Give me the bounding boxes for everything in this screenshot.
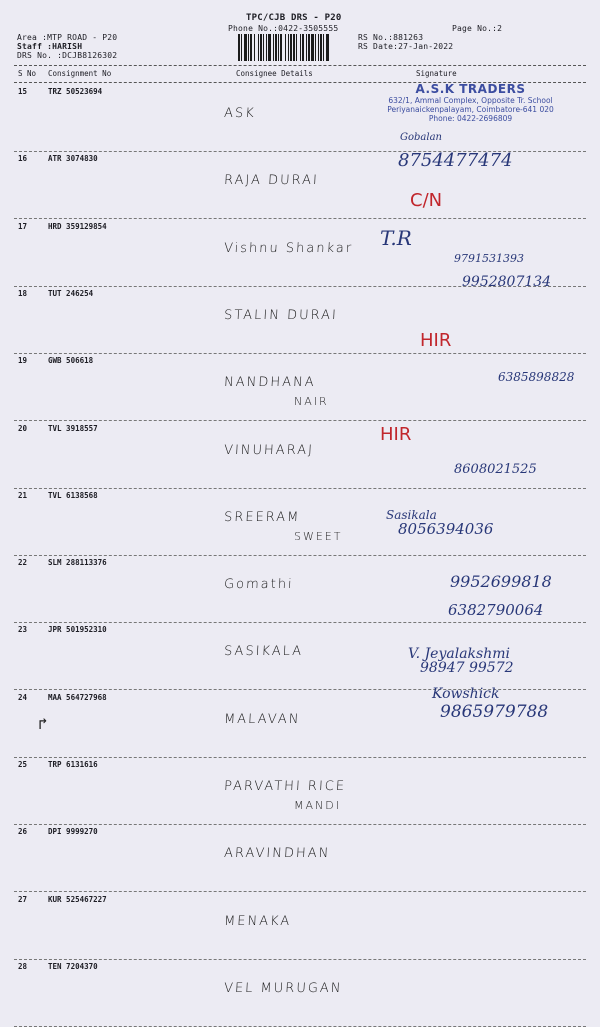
phone-number: Phone No.:0422-3505555 [228,24,339,33]
stamp-phone: Phone: 0422-2696809 [428,114,513,123]
recipient-phone-handwritten: 9791531393 [454,252,524,265]
consignee-name: PARVATHI RICE [223,779,347,794]
col-consignment: Consignment No [48,69,112,78]
row-serial-number: 19 [18,356,28,366]
row-serial-number: 16 [18,154,28,164]
consignment-number: SLM 288113376 [48,558,107,568]
consignment-number: MAA 564727968 [48,692,107,702]
row-serial-number: 21 [18,490,28,500]
rs-date: RS Date:27-Jan-2022 [358,42,454,51]
consignee-name: RAJA DURAI [223,173,320,189]
consignee-name: Gomathi [223,577,295,593]
recipient-phone-handwritten: 9865979788 [440,702,549,722]
row-serial-number: 15 [18,87,28,96]
consignee-name: VEL MURUGAN [223,980,343,996]
recipient-signature: C/N [410,190,443,211]
consignment-number: TEN 7204370 [48,961,98,971]
drs-number: DRS No. :DCJB8126302 [17,51,118,60]
consignment-number: TVL 6138568 [48,490,98,500]
consignment-number: KUR 525467227 [48,894,107,904]
consignee-name-line2: MANDI [294,799,341,812]
page-number: Page No.:2 [452,24,503,33]
recipient-phone-handwritten: 9952699818 [450,572,552,591]
row-serial-number: 25 [18,760,28,769]
recipient-phone-handwritten: 9952807134 [462,274,552,290]
consignee-name: NANDHANA [223,375,317,391]
row-serial-number: 23 [18,625,28,635]
recipient-signature: Kowshick [432,686,500,702]
row-serial-number: 20 [18,423,28,433]
consignment-number: JPR 501952310 [48,625,107,635]
sheet-title: TPC/CJB DRS - P20 [246,13,342,23]
consignment-number: TRP 6131616 [48,760,98,769]
consignee-name: MENAKA [223,913,292,929]
staff-label: Staff :HARISH [17,42,83,51]
consignment-number: TRZ 50523694 [48,87,103,96]
row-serial-number: 22 [18,558,28,568]
table-row [14,959,586,1027]
table-row [14,353,586,421]
consignment-number: TVL 3918557 [48,423,98,433]
recipient-signature: V. Jeyalakshmi [408,646,510,662]
consignee-name: MALAVAN [223,711,301,727]
pen-mark: ↱ [38,714,48,733]
recipient-signature: HIR [420,330,452,351]
row-serial-number: 24 [18,692,28,702]
row-serial-number: 26 [18,827,28,837]
stamp-company-name: A.S.K TRADERS [415,82,526,96]
recipient-signature: Sasikala [386,508,437,522]
recipient-signature: Gobalan [400,132,442,143]
recipient-phone-handwritten: 8608021525 [454,462,537,477]
consignment-number: ATR 3074830 [48,154,98,164]
consignee-name-line2: NAIR [294,395,329,409]
col-signature: Signature [416,69,457,78]
barcode-image [238,34,352,61]
row-serial-number: 18 [18,288,28,298]
recipient-phone-handwritten: 8754477474 [398,150,513,171]
consignee-name: STALIN DURAI [223,307,339,323]
consignee-name: ARAVINDHAN [223,846,331,862]
column-header [14,65,586,83]
col-consignee-details: Consignee Details [236,69,313,78]
table-row [14,286,586,354]
recipient-signature: T.R [380,226,412,250]
consignee-name: Vishnu Shankar [223,240,354,256]
company-stamp [378,82,563,132]
recipient-phone-handwritten: 6385898828 [498,370,575,384]
consignment-number: TUT 246254 [48,288,94,298]
row-serial-number: 17 [18,221,28,231]
consignment-number: DPI 9999270 [48,827,98,837]
consignee-name: VINUHARAJ [223,442,315,458]
table-row [14,757,586,825]
table-row [14,824,586,892]
consignee-name: ASK [223,106,257,121]
consignment-number: GWB 506618 [48,356,94,366]
consignee-name-line2: SWEET [294,529,343,543]
consignee-name: SREERAM [223,509,301,525]
table-row [14,488,586,556]
area-label: Area :MTP ROAD - P20 [17,33,118,42]
recipient-phone-handwritten: 8056394036 [398,520,494,538]
table-row [14,421,586,489]
consignee-name: SASIKALA [223,644,304,660]
table-row [14,690,586,758]
row-serial-number: 27 [18,894,28,904]
recipient-signature: HIR [380,424,412,445]
table-row [14,892,586,960]
recipient-phone-handwritten: 6382790064 [448,601,544,619]
col-sno: S No [18,69,37,78]
rs-number: RS No.:881263 [358,33,424,42]
row-serial-number: 28 [18,961,28,971]
recipient-phone-handwritten: 98947 99572 [420,660,514,676]
stamp-address-line1: 632/1, Ammal Complex, Opposite Tr. School [388,96,553,105]
stamp-address-line2: Periyanaickenpalayam, Coimbatore-641 020 [387,105,554,114]
consignment-number: HRD 359129854 [48,221,107,231]
